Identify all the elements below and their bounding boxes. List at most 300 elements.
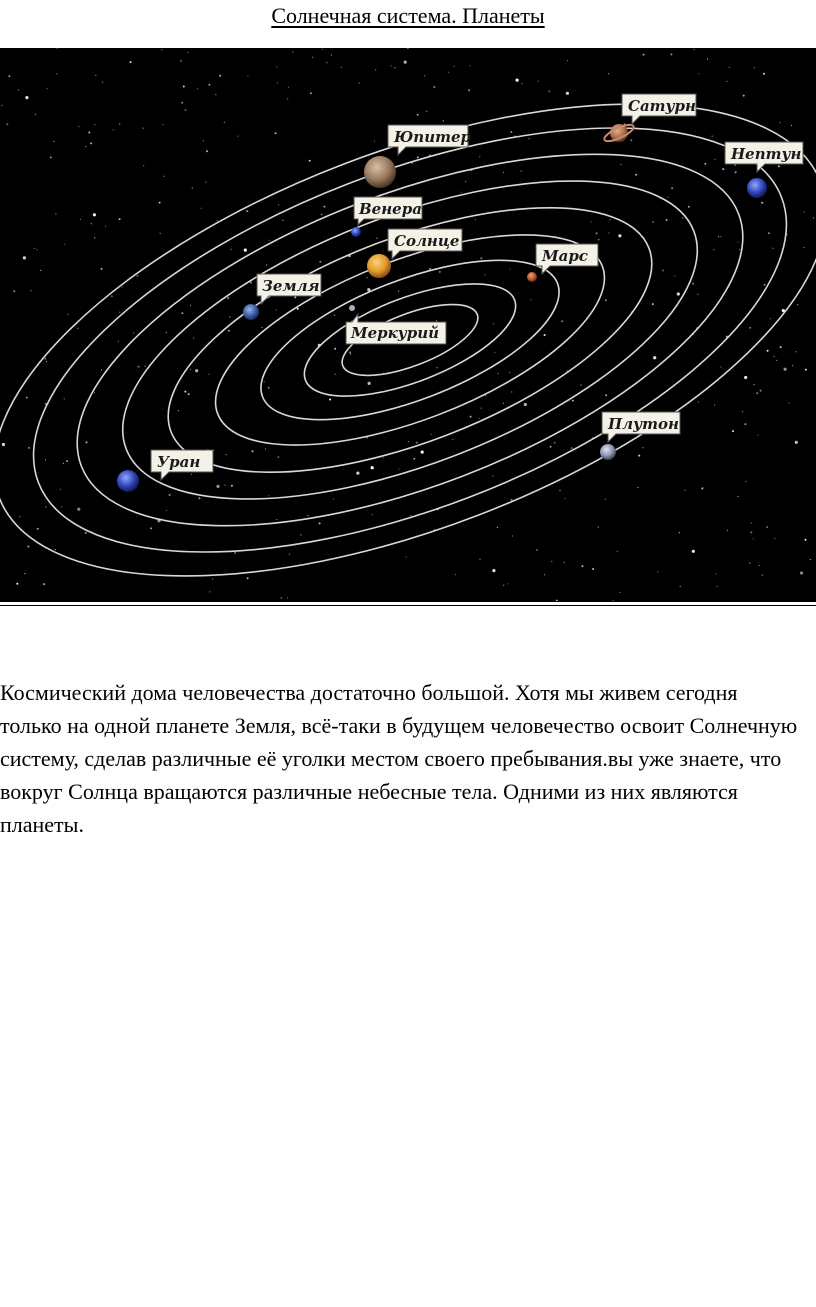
- star: [567, 60, 568, 61]
- star: [300, 534, 301, 535]
- star: [642, 447, 643, 448]
- mars-icon: [527, 272, 537, 282]
- star: [183, 86, 185, 88]
- star: [6, 123, 8, 125]
- star: [319, 522, 321, 524]
- star: [667, 197, 668, 198]
- star: [561, 320, 563, 322]
- star: [376, 238, 377, 239]
- star: [85, 146, 86, 147]
- star: [677, 292, 680, 295]
- star: [160, 233, 161, 234]
- star: [119, 218, 121, 220]
- star: [205, 182, 206, 183]
- star: [638, 455, 640, 457]
- star: [188, 393, 190, 395]
- star: [421, 451, 424, 454]
- star: [55, 213, 56, 214]
- star: [692, 550, 695, 553]
- star: [60, 489, 61, 490]
- star: [404, 61, 407, 64]
- star: [461, 192, 462, 193]
- star: [166, 332, 167, 333]
- star: [322, 49, 323, 50]
- star: [309, 160, 311, 162]
- star: [181, 312, 183, 314]
- star: [657, 571, 658, 572]
- star: [27, 546, 29, 548]
- star: [770, 318, 771, 319]
- star: [590, 221, 591, 222]
- star: [698, 401, 699, 402]
- star: [503, 403, 504, 404]
- star: [688, 206, 690, 208]
- star: [756, 392, 758, 394]
- star: [18, 89, 19, 90]
- star: [697, 294, 698, 295]
- star: [744, 376, 747, 379]
- star: [434, 529, 435, 530]
- star: [231, 249, 232, 250]
- star: [800, 571, 803, 574]
- star: [312, 57, 313, 58]
- star: [510, 131, 512, 133]
- star: [550, 446, 552, 448]
- star: [119, 312, 120, 313]
- star: [333, 499, 334, 500]
- star: [289, 554, 290, 555]
- star: [713, 249, 714, 250]
- star: [727, 530, 728, 531]
- star: [780, 346, 782, 348]
- star: [511, 499, 513, 501]
- star: [372, 514, 373, 515]
- star: [195, 369, 198, 372]
- star: [745, 481, 746, 482]
- star: [598, 526, 599, 527]
- star: [465, 181, 466, 182]
- star: [50, 156, 52, 158]
- star: [592, 568, 594, 570]
- star: [297, 308, 299, 310]
- star: [46, 361, 47, 362]
- star: [509, 268, 510, 269]
- star: [190, 369, 191, 370]
- star: [805, 539, 807, 541]
- star: [759, 565, 760, 566]
- star: [88, 132, 90, 134]
- star: [443, 120, 444, 121]
- star: [810, 559, 811, 560]
- star: [551, 561, 552, 562]
- star: [572, 400, 574, 402]
- star: [91, 223, 92, 224]
- star: [608, 232, 609, 233]
- star: [282, 220, 283, 221]
- star: [94, 124, 95, 125]
- star: [122, 287, 123, 288]
- star: [653, 356, 656, 359]
- star: [66, 460, 68, 462]
- star: [192, 187, 193, 188]
- star: [521, 171, 522, 172]
- star: [536, 549, 538, 551]
- star: [1, 105, 2, 106]
- star: [275, 132, 277, 134]
- star: [162, 124, 163, 125]
- star: [94, 392, 95, 393]
- star: [479, 559, 480, 560]
- star: [737, 496, 738, 497]
- star: [321, 213, 323, 215]
- star: [609, 219, 610, 220]
- star: [94, 237, 95, 238]
- star: [334, 348, 336, 350]
- star: [67, 314, 68, 315]
- star: [544, 574, 545, 575]
- star: [773, 356, 774, 357]
- star: [234, 552, 236, 554]
- star: [431, 434, 432, 435]
- figure-bottom-border-double: [0, 605, 816, 606]
- star: [2, 443, 5, 446]
- star: [61, 506, 62, 507]
- star: [323, 206, 325, 208]
- star: [410, 515, 411, 516]
- star: [564, 498, 565, 499]
- star: [86, 441, 88, 443]
- star: [277, 82, 278, 83]
- star: [805, 369, 807, 371]
- star: [268, 387, 270, 389]
- star: [722, 168, 724, 170]
- star: [717, 586, 718, 587]
- star: [508, 583, 509, 584]
- star: [766, 526, 768, 528]
- star: [188, 52, 189, 53]
- star: [682, 217, 683, 218]
- star: [753, 538, 754, 539]
- star: [596, 232, 598, 234]
- star: [287, 98, 288, 99]
- star: [509, 372, 510, 373]
- star: [138, 366, 140, 368]
- star: [795, 351, 796, 352]
- star: [692, 283, 694, 285]
- star: [529, 138, 530, 139]
- star: [436, 320, 437, 321]
- star: [417, 156, 419, 158]
- star: [739, 249, 740, 250]
- star: [199, 497, 201, 499]
- star: [566, 92, 569, 95]
- star: [391, 65, 392, 66]
- star: [707, 58, 708, 59]
- star: [738, 242, 739, 243]
- star: [408, 441, 409, 442]
- star: [53, 141, 54, 142]
- star: [768, 232, 770, 234]
- star: [368, 382, 371, 385]
- star: [193, 338, 194, 339]
- star: [216, 485, 219, 488]
- star: [564, 562, 565, 563]
- star: [537, 81, 538, 82]
- star: [718, 236, 719, 237]
- star: [754, 67, 755, 68]
- star: [714, 404, 715, 405]
- svg-text:Юпитер: Юпитер: [394, 128, 472, 146]
- star: [674, 276, 675, 277]
- svg-text:Сатурн: Сатурн: [628, 97, 696, 115]
- star: [185, 109, 187, 111]
- star: [493, 323, 494, 324]
- star: [750, 531, 752, 533]
- star: [278, 204, 279, 205]
- star: [792, 365, 793, 366]
- star: [729, 67, 730, 68]
- star: [480, 257, 482, 259]
- star: [335, 374, 336, 375]
- star: [762, 575, 763, 576]
- star: [455, 574, 456, 575]
- star: [24, 573, 25, 574]
- star: [281, 597, 282, 598]
- sun-icon: [367, 254, 391, 278]
- star: [95, 75, 96, 76]
- svg-text:Марс: Марс: [542, 247, 588, 265]
- star: [178, 410, 179, 411]
- star: [512, 535, 513, 536]
- star: [605, 394, 607, 396]
- star: [469, 65, 470, 66]
- star: [180, 60, 182, 62]
- star: [181, 102, 183, 104]
- star: [479, 418, 480, 419]
- star: [548, 91, 550, 93]
- star: [45, 459, 46, 460]
- star: [133, 332, 134, 333]
- star: [80, 219, 81, 220]
- star: [567, 370, 568, 371]
- star: [439, 271, 441, 273]
- svg-text:Меркурий: Меркурий: [351, 324, 440, 342]
- star: [406, 556, 407, 557]
- star: [47, 88, 48, 89]
- star: [751, 522, 752, 523]
- star: [8, 75, 10, 77]
- star: [350, 354, 351, 355]
- star: [77, 328, 78, 329]
- star: [25, 96, 28, 99]
- star: [780, 122, 781, 123]
- star: [227, 297, 229, 299]
- star: [630, 139, 632, 141]
- star: [228, 330, 230, 332]
- star: [250, 282, 252, 284]
- star: [804, 247, 805, 248]
- star: [197, 88, 198, 89]
- star: [190, 305, 191, 306]
- star: [246, 210, 248, 212]
- star: [237, 136, 238, 137]
- star: [23, 256, 26, 259]
- star: [208, 84, 210, 86]
- star: [666, 219, 668, 221]
- star: [757, 435, 758, 436]
- star: [732, 430, 734, 432]
- star: [448, 72, 449, 73]
- star: [217, 220, 218, 221]
- star: [276, 66, 277, 67]
- star: [359, 82, 360, 83]
- star: [497, 373, 498, 374]
- star: [119, 123, 120, 124]
- star: [208, 374, 209, 375]
- star: [37, 528, 39, 530]
- star: [494, 352, 495, 353]
- star: [492, 569, 495, 572]
- star: [680, 586, 681, 587]
- star: [637, 487, 638, 488]
- star: [652, 303, 654, 305]
- star: [643, 54, 645, 56]
- star: [716, 573, 717, 574]
- star: [763, 73, 765, 75]
- star: [166, 510, 167, 511]
- star: [28, 447, 30, 449]
- star: [749, 327, 751, 329]
- star: [702, 487, 703, 488]
- pluto-icon: [600, 444, 616, 460]
- star: [161, 49, 162, 50]
- star: [804, 211, 805, 212]
- star: [764, 284, 766, 286]
- star: [394, 67, 395, 68]
- star: [749, 563, 750, 564]
- star: [268, 495, 269, 496]
- star: [331, 54, 332, 55]
- star: [481, 408, 482, 409]
- star: [618, 234, 621, 237]
- star: [375, 69, 376, 70]
- star: [269, 240, 270, 241]
- star: [753, 384, 754, 385]
- star: [292, 51, 293, 52]
- mercury-icon: [349, 305, 355, 311]
- star: [598, 239, 600, 241]
- star: [698, 73, 699, 74]
- star: [497, 527, 498, 528]
- star: [63, 463, 64, 464]
- star: [224, 122, 225, 123]
- star: [294, 296, 296, 298]
- star: [212, 579, 213, 580]
- star: [247, 76, 248, 77]
- star: [712, 136, 713, 137]
- star: [581, 565, 583, 567]
- star: [735, 165, 736, 166]
- star: [13, 290, 15, 292]
- star: [791, 125, 792, 126]
- star: [503, 172, 504, 173]
- star: [366, 277, 367, 278]
- star: [424, 75, 425, 76]
- star: [206, 150, 208, 152]
- star: [559, 490, 560, 491]
- star: [77, 508, 80, 511]
- star: [19, 516, 20, 517]
- star: [276, 309, 277, 310]
- star: [671, 53, 673, 55]
- star: [620, 592, 621, 593]
- star: [382, 457, 383, 458]
- star: [522, 83, 523, 84]
- star: [277, 456, 279, 458]
- star: [468, 89, 470, 91]
- star: [452, 439, 453, 440]
- star: [310, 92, 312, 94]
- svg-text:Венера: Венера: [359, 200, 422, 218]
- star: [524, 403, 527, 406]
- star: [704, 163, 706, 165]
- star: [262, 327, 263, 328]
- star: [130, 61, 132, 63]
- star: [56, 73, 57, 74]
- uranus-icon: [117, 470, 139, 492]
- star: [679, 532, 680, 533]
- star: [605, 299, 607, 301]
- svg-text:Уран: Уран: [157, 453, 201, 471]
- venus-icon: [351, 227, 361, 237]
- star: [437, 367, 438, 368]
- star: [635, 174, 637, 176]
- star: [334, 315, 335, 316]
- star: [475, 219, 476, 220]
- star: [356, 472, 359, 475]
- star: [516, 79, 519, 82]
- star: [319, 261, 321, 263]
- star: [145, 366, 146, 367]
- star: [201, 208, 202, 209]
- star: [531, 299, 532, 300]
- body-paragraph: Космический дома человечества достаточно большой. Хотя мы живем сегодня только на одной планете Земля, всё-таки в будущем человечество освоит Солнечную систему, сделав различные её уголки местом своего пребывания.вы уже знаете, что вокруг Солнца вращаются различные небесные тела. Одними из них являются планеты.: [0, 680, 798, 837]
- neptune-icon: [747, 178, 767, 198]
- star: [252, 450, 254, 452]
- jupiter-icon: [364, 156, 396, 188]
- star: [244, 249, 247, 252]
- star: [231, 485, 233, 487]
- star: [40, 270, 41, 271]
- star: [413, 458, 415, 460]
- star: [143, 165, 144, 166]
- star: [229, 316, 230, 317]
- star: [36, 249, 37, 250]
- star: [608, 73, 609, 74]
- star: [371, 466, 374, 469]
- star: [797, 304, 798, 305]
- star: [341, 67, 342, 68]
- star: [726, 81, 727, 82]
- solar-system-illustration: [0, 48, 816, 601]
- star: [772, 248, 773, 249]
- star: [761, 202, 763, 204]
- star: [136, 275, 138, 277]
- star: [34, 248, 35, 249]
- star: [617, 551, 618, 552]
- star: [454, 66, 455, 67]
- star: [105, 226, 106, 227]
